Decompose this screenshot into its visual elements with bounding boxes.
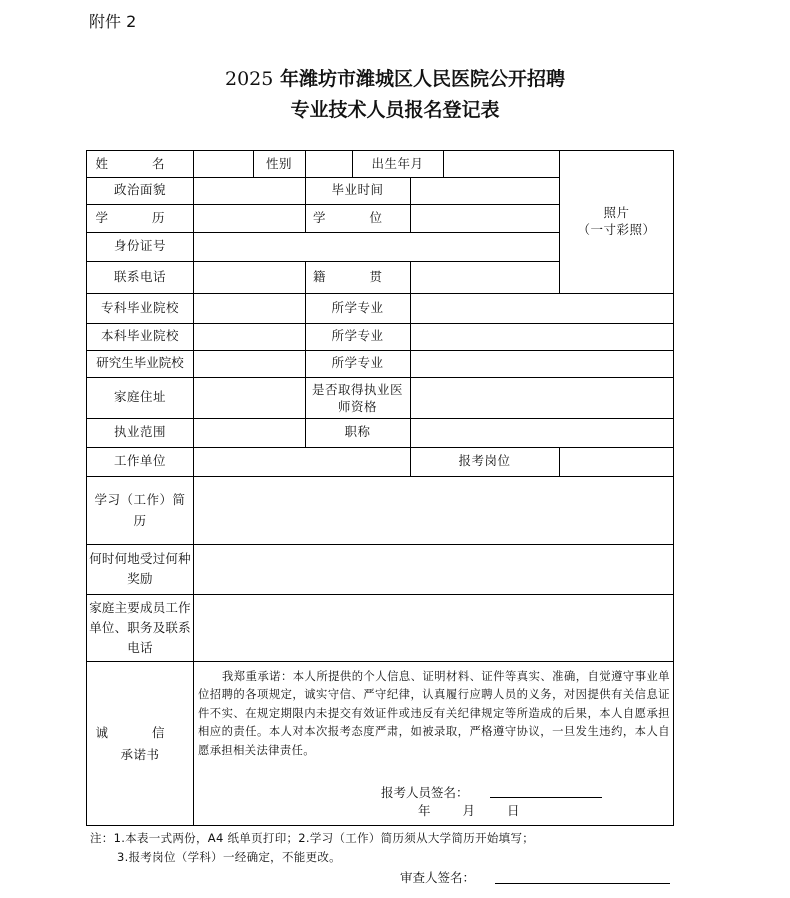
integrity-label <box>87 661 193 826</box>
label-photo-note: （一寸彩照） <box>577 222 656 237</box>
title-year: 2025 <box>225 68 274 90</box>
page-title-line1 <box>0 64 790 91</box>
label-politics: 政治面貌 <box>113 182 166 198</box>
applicant-signature-line[interactable] <box>490 797 602 798</box>
label-name: 姓 名 <box>95 155 185 171</box>
attachment-label: 附件 2 <box>89 12 137 31</box>
label-education: 学 历 <box>95 209 185 225</box>
label-grad-school: 研究生毕业院校 <box>96 355 184 371</box>
photo-area <box>560 151 673 293</box>
label-birth: 出生年月 <box>371 155 424 171</box>
col-line <box>559 447 560 476</box>
label-awards: 何时何地受过何种奖励 <box>89 551 191 586</box>
label-license-question: 是否取得执业医师资格 <box>311 381 403 414</box>
label-integrity: 诚 信 <box>95 724 185 740</box>
label-native-place: 籍 贯 <box>313 268 402 284</box>
date-line: 年 月 日 <box>418 803 520 818</box>
label-college-school: 专科毕业院校 <box>100 299 179 315</box>
label-bachelor-school: 本科毕业院校 <box>100 328 179 344</box>
note-line-1: 注：1.本表一式两份，A4 纸单页打印；2.学习（工作）简历须从大学简历开始填写； <box>90 831 535 845</box>
pledge-text: 我郑重承诺：本人所提供的个人信息、证明材料、证件等真实、准确，自觉遵守事业单位招聘的各项规定，诚实守信、严守纪律，认真履行应聘人员的义务，对因提供有关信息证件不实、在规定期限内未提交有效证件或违反有关纪律规定等所造成的后果，本人自愿承担相应的责任。本人对本次报考态度严肃，如被录取，严格遵守协议，一旦发生违约，本人自愿承担相关法律责任。 <box>198 670 670 757</box>
label-address: 家庭住址 <box>113 389 166 405</box>
col-line <box>410 177 411 232</box>
label-applied-post: 报考岗位 <box>458 453 511 469</box>
note-line-2: 3.报考岗位（学科）一经确定，不能更改。 <box>117 850 341 864</box>
reviewer-signature-line[interactable] <box>495 883 670 884</box>
col-line <box>193 150 194 826</box>
label-practice-scope: 执业范围 <box>113 424 166 440</box>
label-id-number: 身份证号 <box>113 238 166 254</box>
label-resume: 学习（工作）简历 <box>94 492 186 528</box>
label-work-unit: 工作单位 <box>113 453 166 469</box>
label-gender: 性别 <box>265 155 292 171</box>
label-degree: 学 位 <box>313 209 402 225</box>
label-phone: 联系电话 <box>113 268 166 284</box>
title-line1-text: 年潍坊市潍城区人民医院公开招聘 <box>273 68 565 90</box>
label-family: 家庭主要成员工作单位、职务及联系电话 <box>89 599 191 655</box>
applicant-signature-label: 报考人员签名： <box>381 785 469 800</box>
label-grad-time: 毕业时间 <box>331 182 384 198</box>
page-title-line2: 专业技术人员报名登记表 <box>290 99 500 121</box>
col-line <box>443 150 444 177</box>
reviewer-signature-label: 审查人签名： <box>400 870 476 885</box>
label-title-rank: 职称 <box>344 424 371 440</box>
label-bachelor-major: 所学专业 <box>331 328 384 344</box>
col-line <box>410 261 411 447</box>
label-grad-major: 所学专业 <box>331 355 384 371</box>
label-pledge: 承诺书 <box>120 746 160 762</box>
label-college-major: 所学专业 <box>331 299 384 315</box>
label-photo: 照片 <box>603 205 630 221</box>
